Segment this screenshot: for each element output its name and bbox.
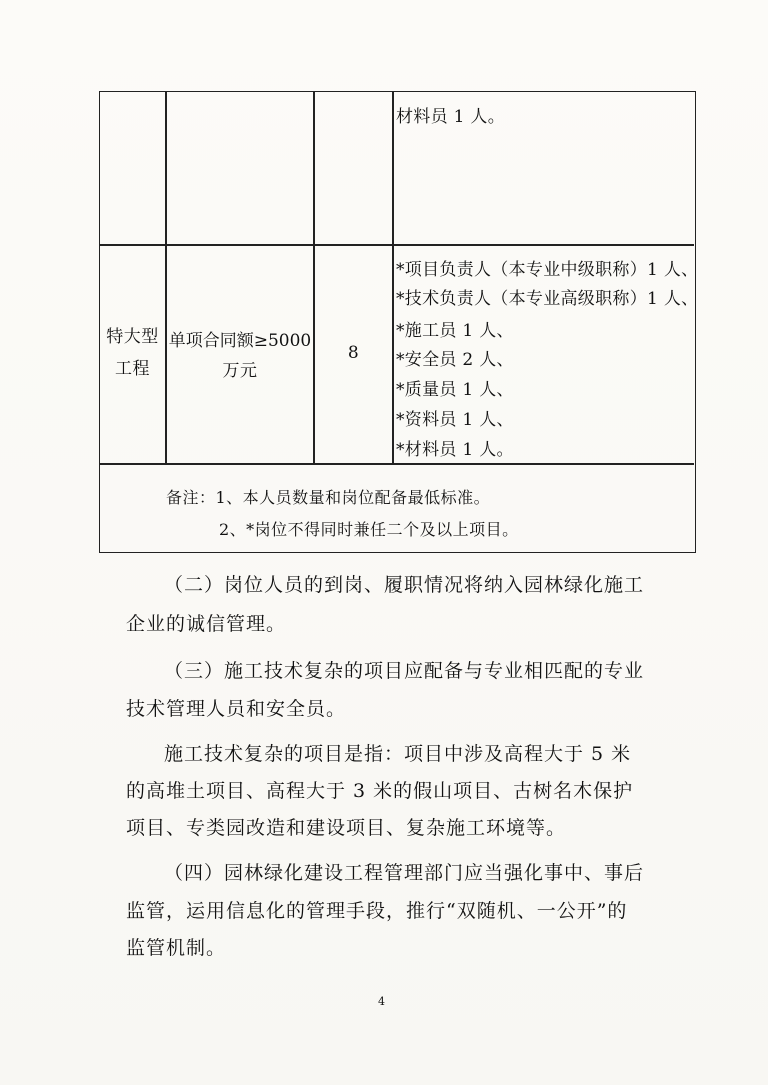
table-row-divider xyxy=(100,244,694,246)
table-row-divider xyxy=(100,463,694,465)
paragraph-line: 监管，运用信息化的管理手段，推行“双随机、一公开”的 xyxy=(126,900,628,922)
table-column-divider xyxy=(313,92,315,464)
table-cell-staff-item: *技术负责人（本专业高级职称）1 人、 xyxy=(396,289,699,309)
table-cell-category: 工程 xyxy=(115,359,150,379)
table-note: 2、*岗位不得同时兼任二个及以上项目。 xyxy=(219,520,519,539)
paragraph-line: 的高堆土项目、高程大于 3 米的假山项目、古树名木保护 xyxy=(126,780,634,802)
paragraph-line: 技术管理人员和安全员。 xyxy=(126,698,347,720)
paragraph-line: 施工技术复杂的项目是指：项目中涉及高程大于 5 米 xyxy=(164,743,632,765)
table-cell-staff-item: *资料员 1 人、 xyxy=(396,410,514,430)
table-cell-count: 8 xyxy=(347,343,360,363)
page-number: 4 xyxy=(378,995,385,1008)
paragraph-line: （二）岗位人员的到岗、履职情况将纳入园林绿化施工 xyxy=(164,574,645,596)
staffing-table xyxy=(99,91,699,553)
table-cell-staff-item: *材料员 1 人。 xyxy=(396,440,514,460)
table-cell-staff: 材料员 1 人。 xyxy=(396,107,506,127)
paragraph-line: （四）园林绿化建设工程管理部门应当强化事中、事后 xyxy=(164,862,645,884)
table-cell-staff-item: *施工员 1 人、 xyxy=(396,321,514,341)
table-cell-criteria: 单项合同额≥5000 xyxy=(168,331,312,351)
table-cell-category: 特大型 xyxy=(106,327,159,347)
paragraph-line: 企业的诚信管理。 xyxy=(126,613,287,635)
table-column-divider xyxy=(165,92,167,464)
table-cell-staff-item: *项目负责人（本专业中级职称）1 人、 xyxy=(396,260,699,280)
table-column-divider xyxy=(392,92,394,464)
paragraph-line: 监管机制。 xyxy=(126,937,227,959)
table-cell-staff-item: *安全员 2 人、 xyxy=(396,350,514,370)
paragraph-line: （三）施工技术复杂的项目应配备与专业相匹配的专业 xyxy=(164,660,645,682)
table-note: 备注：1、本人员数量和岗位配备最低标准。 xyxy=(166,488,491,507)
table-cell-staff-item: *质量员 1 人、 xyxy=(396,380,514,400)
paragraph-line: 项目、专类园改造和建设项目、复杂施工环境等。 xyxy=(126,817,567,839)
table-cell-criteria: 万元 xyxy=(222,361,258,381)
